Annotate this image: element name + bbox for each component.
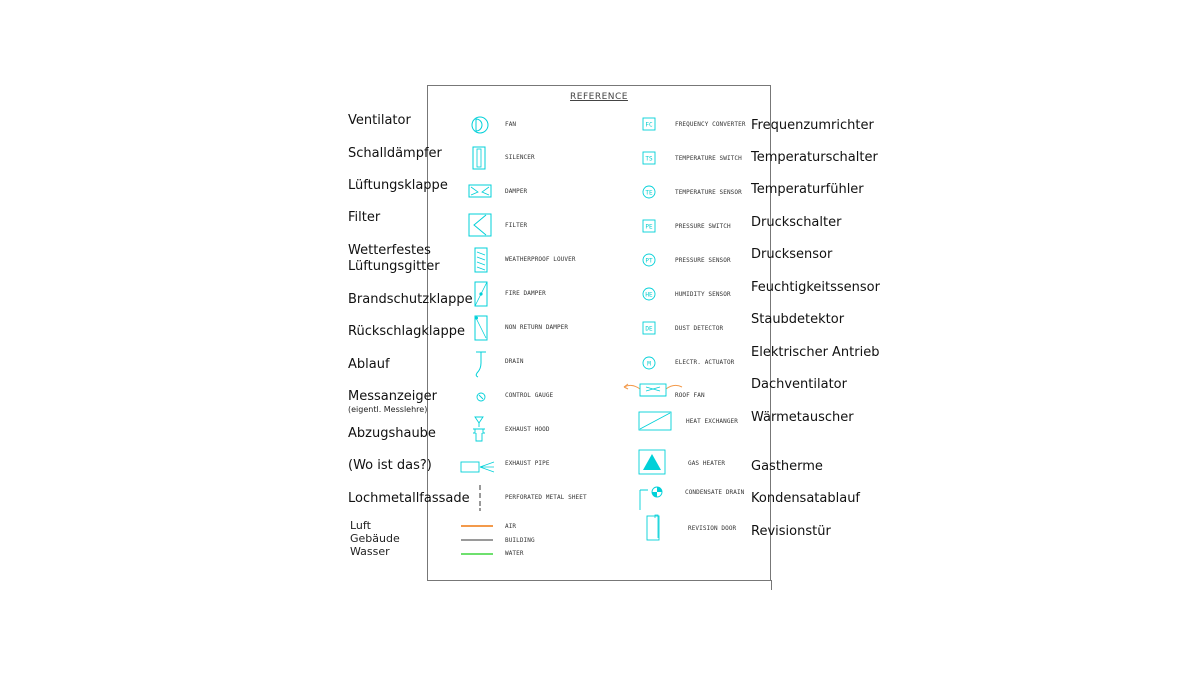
de-feuchtigkeitssensor: Feuchtigkeitssensor xyxy=(751,280,880,295)
reference-sheet xyxy=(427,85,771,581)
gas-heater-icon xyxy=(638,449,666,475)
label-condensate-drain: CONDENSATE DRAIN xyxy=(685,489,745,496)
de-drucksensor: Drucksensor xyxy=(751,247,833,262)
sheet-edge xyxy=(771,580,772,590)
svg-text:TE: TE xyxy=(645,189,653,197)
de-druckschalter: Druckschalter xyxy=(751,215,842,230)
pressure-switch-icon xyxy=(642,219,656,233)
de-kondensatablauf: Kondensatablauf xyxy=(751,491,861,506)
de-wasser: Wasser xyxy=(350,545,390,558)
control-gauge-icon xyxy=(475,391,487,403)
label-roof-fan: ROOF FAN xyxy=(675,392,705,399)
label-building: BUILDING xyxy=(505,537,535,544)
fire-damper-icon xyxy=(474,281,488,307)
air-line xyxy=(461,525,493,527)
label-non-return-damper: NON RETURN DAMPER xyxy=(505,324,569,331)
de-temperaturschalter: Temperaturschalter xyxy=(751,150,878,165)
label-frequency-converter: FREQUENCY CONVERTER xyxy=(675,121,746,128)
frequency-converter-icon xyxy=(642,117,656,131)
revision-door-icon xyxy=(646,514,660,542)
electr-actuator-icon xyxy=(642,356,656,370)
temperature-switch-icon xyxy=(642,151,656,165)
de-brandschutzklappe: Brandschutzklappe xyxy=(348,292,473,307)
louver-icon xyxy=(474,247,488,273)
label-dust-detector: DUST DETECTOR xyxy=(675,325,724,332)
svg-text:TS: TS xyxy=(645,155,653,163)
svg-text:DE: DE xyxy=(645,325,653,333)
de-temperaturfuehler: Temperaturfühler xyxy=(751,182,864,197)
de-messanzeiger: Messanzeiger xyxy=(348,389,437,404)
condensate-drain-icon xyxy=(638,484,668,512)
label-revision-door: REVISION DOOR xyxy=(688,525,737,532)
exhaust-pipe-icon xyxy=(460,457,496,475)
damper-icon xyxy=(468,184,492,198)
pressure-sensor-icon xyxy=(642,253,656,267)
de-elektrischer-antrieb: Elektrischer Antrieb xyxy=(751,345,880,360)
dust-detector-icon xyxy=(642,321,656,335)
label-exhaust-pipe: EXHAUST PIPE xyxy=(505,460,550,467)
label-perforated-metal-sheet: PERFORATED METAL SHEET xyxy=(505,494,587,501)
de-wetterfestes-lueftungsgitter: Wetterfestes Lüftungsgitter xyxy=(348,243,440,274)
label-pressure-sensor: PRESSURE SENSOR xyxy=(675,257,731,264)
label-air: AIR xyxy=(505,523,517,530)
label-damper: DAMPER xyxy=(505,188,528,195)
label-electr-actuator: ELECTR. ACTUATOR xyxy=(675,359,735,366)
de-abzugshaube: Abzugshaube xyxy=(348,426,436,441)
de-schalldaempfer: Schalldämpfer xyxy=(348,146,442,161)
label-exhaust-hood: EXHAUST HOOD xyxy=(505,426,550,433)
de-dachventilator: Dachventilator xyxy=(751,377,847,392)
label-humidity-sensor: HUMIDITY SENSOR xyxy=(675,291,731,298)
label-control-gauge: CONTROL GAUGE xyxy=(505,392,554,399)
label-filter: FILTER xyxy=(505,222,528,229)
de-ablauf: Ablauf xyxy=(348,357,390,372)
label-gas-heater: GAS HEATER xyxy=(688,460,726,467)
svg-text:HE: HE xyxy=(645,291,653,299)
svg-text:PE: PE xyxy=(645,223,653,231)
label-fan: FAN xyxy=(505,121,517,128)
de-staubdetektor: Staubdetektor xyxy=(751,312,845,327)
label-temperature-sensor: TEMPERATURE SENSOR xyxy=(675,189,742,196)
de-waermetauscher: Wärmetauscher xyxy=(751,410,854,425)
de-messanzeiger-note: (eigentl. Messlehre) xyxy=(348,405,428,414)
humidity-sensor-icon xyxy=(642,287,656,301)
label-temperature-switch: TEMPERATURE SWITCH xyxy=(675,155,742,162)
exhaust-hood-icon xyxy=(470,415,488,443)
label-fire-damper: FIRE DAMPER xyxy=(505,290,546,297)
de-lueftungsklappe: Lüftungsklappe xyxy=(348,178,448,193)
de-gastherme: Gastherme xyxy=(751,459,823,474)
label-water: WATER xyxy=(505,550,524,557)
de-exhaust-pipe-question: (Wo ist das?) xyxy=(348,458,432,473)
de-ventilator: Ventilator xyxy=(348,113,411,128)
sheet-title: REFERENCE xyxy=(570,92,628,102)
perforated-metal-sheet-icon xyxy=(478,485,482,511)
label-louver: WEATHERPROOF LOUVER xyxy=(505,256,576,263)
svg-text:M: M xyxy=(647,360,651,368)
label-heat-exchanger: HEAT EXCHANGER xyxy=(686,418,738,425)
de-rueckschlagklappe: Rückschlagklappe xyxy=(348,324,465,339)
label-silencer: SILENCER xyxy=(505,154,535,161)
svg-text:FC: FC xyxy=(645,121,653,129)
heat-exchanger-icon xyxy=(638,411,672,431)
de-lochmetallfassade: Lochmetallfassade xyxy=(348,491,470,506)
de-luft: Luft xyxy=(350,519,371,532)
fan-icon xyxy=(470,115,490,135)
drain-icon xyxy=(472,349,490,379)
de-frequenzumrichter: Frequenzumrichter xyxy=(751,118,874,133)
label-drain: DRAIN xyxy=(505,358,524,365)
label-pressure-switch: PRESSURE SWITCH xyxy=(675,223,731,230)
silencer-icon xyxy=(472,146,486,170)
svg-text:PT: PT xyxy=(645,257,653,265)
de-revisionstuer: Revisionstür xyxy=(751,524,831,539)
water-line xyxy=(461,553,493,555)
de-gebaeude: Gebäude xyxy=(350,532,400,545)
building-line xyxy=(461,539,493,541)
temperature-sensor-icon xyxy=(642,185,656,199)
filter-icon xyxy=(468,213,492,237)
de-filter: Filter xyxy=(348,210,381,225)
non-return-damper-icon xyxy=(474,315,488,341)
